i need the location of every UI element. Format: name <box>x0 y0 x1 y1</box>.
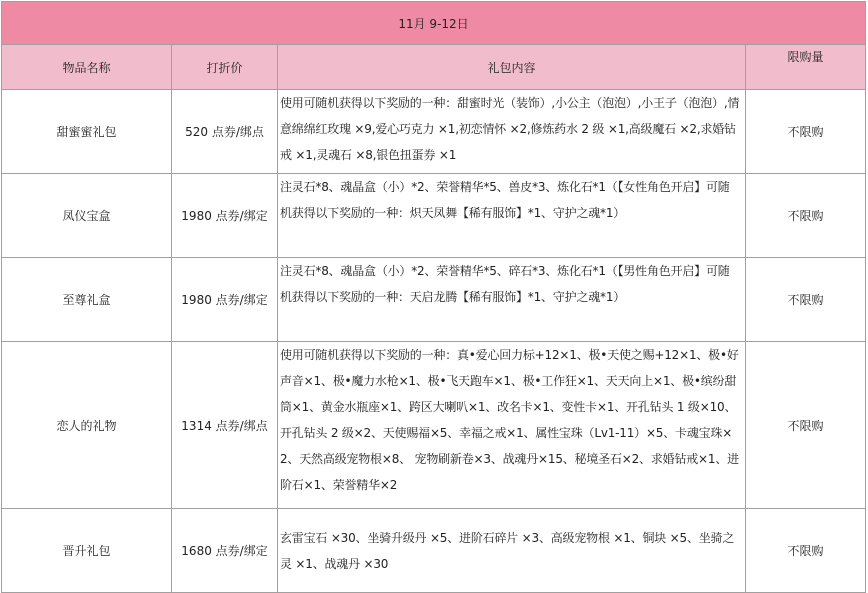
item-name-cell <box>2 342 172 509</box>
item-content: 注灵石*8、魂晶盒（小）*2、荣誉精华*5、兽皮*3、炼化石*1（【女性角色开启】可随机获得以下奖励的一种：炽天凤舞【稀有服饰】*1、守护之魂*1） <box>280 180 730 220</box>
header-price <box>172 45 278 90</box>
item-content: 注灵石*8、魂晶盒（小）*2、荣誉精华*5、碎石*3、炼化石*1（【男性角色开启】可随机获得以下奖励的一种：天启龙腾【稀有服饰】*1、守护之魂*1） <box>280 264 730 304</box>
item-price: 520 点券/绑点 <box>185 125 264 139</box>
item-price-cell <box>172 258 278 342</box>
item-name-cell <box>2 174 172 258</box>
item-name: 甜蜜蜜礼包 <box>56 125 117 139</box>
item-name: 凤仪宝盒 <box>62 209 111 223</box>
item-content-cell <box>278 258 746 342</box>
item-price-cell <box>172 342 278 509</box>
table-row <box>2 509 866 593</box>
table-row <box>2 342 866 509</box>
item-limit: 不限购 <box>787 209 824 223</box>
item-limit: 不限购 <box>787 418 824 433</box>
item-content-cell <box>278 509 746 593</box>
header-name <box>2 45 172 90</box>
item-name: 至尊礼盒 <box>62 293 111 307</box>
item-price: 1980 点券/绑定 <box>181 293 268 307</box>
item-price-cell <box>172 174 278 258</box>
item-limit-cell <box>746 509 866 593</box>
header-limit-text: 限购量 <box>787 50 824 64</box>
table-row <box>2 258 866 342</box>
item-limit: 不限购 <box>787 125 824 139</box>
item-name-cell <box>2 258 172 342</box>
item-content-cell <box>278 342 746 509</box>
header-limit <box>746 45 866 90</box>
item-limit-cell <box>746 174 866 258</box>
item-name: 晋升礼包 <box>62 544 111 558</box>
item-content: 玄雷宝石 ×30、坐骑升级丹 ×5、进阶石碎片 ×3、高级宠物根 ×1、铜块 ×5、坐骑之灵 ×1、战魂丹 ×30 <box>280 530 735 571</box>
table-row <box>2 90 866 174</box>
item-content-cell <box>278 90 746 174</box>
item-content-cell <box>278 174 746 258</box>
header-name-text: 物品名称 <box>62 60 111 75</box>
header-content-text: 礼包内容 <box>487 60 536 75</box>
item-name-cell <box>2 90 172 174</box>
item-price: 1314 点券/绑点 <box>181 418 268 433</box>
table-row <box>2 174 866 258</box>
item-name: 恋人的礼物 <box>56 418 117 433</box>
gift-pack-table <box>1 1 866 593</box>
item-price-cell <box>172 90 278 174</box>
item-name-cell <box>2 509 172 593</box>
item-content: 使用可随机获得以下奖励的一种：真•爱心回力标+12×1、极•天使之赐+12×1、极•好声音×1、极•魔力水枪×1、极•飞天跑车×1、极•工作狂×1、天天向上×1、极•缤纷甜筒×1、黄金水瓶座×1、跨区大喇叭×1、改名卡×1、变性卡×1、开孔钻头 1 级×10、开孔钻头 2 级×2、天使赐福×5、幸福之戒×1、属性宝珠（Lv1-11）×5、卡魂宝珠×2、天然高级宠物根×8、 宠物刷新卷×3、战魂丹×15、秘境圣石×2、求婚钻戒×1、进阶石×1、荣誉精华×2 <box>280 348 739 492</box>
item-limit-cell <box>746 90 866 174</box>
item-limit: 不限购 <box>787 544 824 558</box>
table-title-text: 11月 9-12日 <box>398 16 469 31</box>
item-limit: 不限购 <box>787 293 824 307</box>
item-limit-cell <box>746 342 866 509</box>
header-content <box>278 45 746 90</box>
header-price-text: 打折价 <box>206 60 243 75</box>
item-limit-cell <box>746 258 866 342</box>
item-price-cell <box>172 509 278 593</box>
item-content: 使用可随机获得以下奖励的一种：甜蜜时光（装饰）,小公主（泡泡）,小王子（泡泡）,情意绵绵红玫瑰 ×9,爱心巧克力 ×1,初恋情怀 ×2,修炼药水 2 级 ×1,高级魔石 ×2,求婚钻戒 ×1,灵魂石 ×8,银色扭蛋券 ×1 <box>280 96 740 162</box>
item-price: 1980 点券/绑定 <box>181 209 268 223</box>
item-price: 1680 点券/绑定 <box>181 544 268 558</box>
table-title <box>2 2 866 45</box>
